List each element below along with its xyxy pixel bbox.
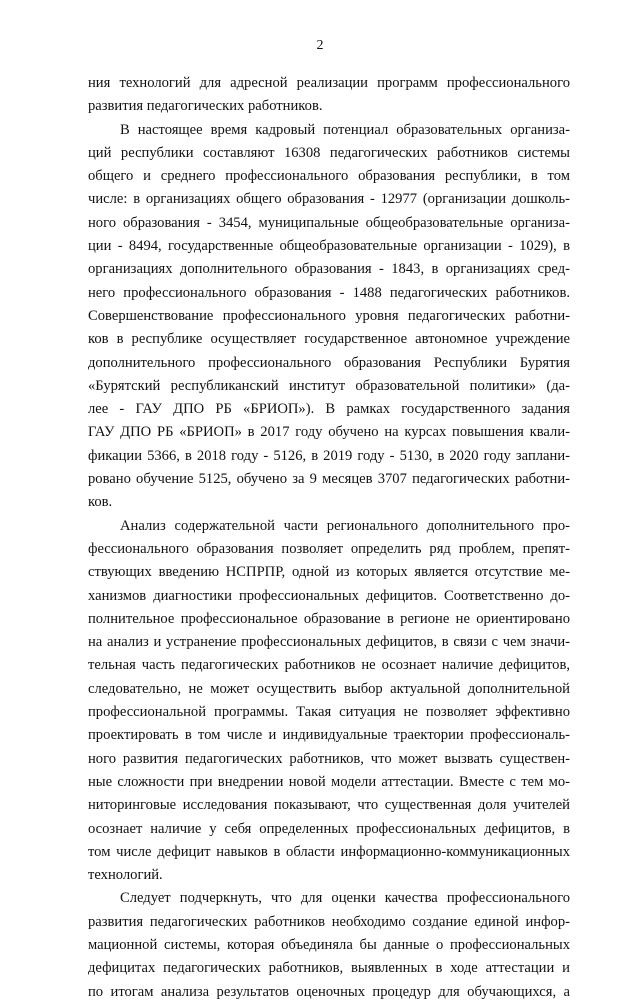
text-line: ханизмов диагностики профессиональных дефицитов. Соответственно до-: [88, 587, 570, 604]
text-line: развития педагогических работников необходимо создание единой инфор-: [88, 913, 570, 930]
text-line: мационной системы, которая объединяла бы данные о профессиональных: [88, 936, 570, 953]
text-line: по итогам анализа результатов оценочных процедур для обучающихся, а: [88, 983, 570, 1000]
text-line: дефицитах педагогических работников, выявленных в ходе аттестации и: [88, 960, 570, 977]
page-number: 2: [316, 38, 324, 53]
text-line: ные сложности при внедрении новой модели аттестации. Вместе с тем мо-: [88, 773, 570, 790]
text-line: дополнительного профессионального образования Республики Бурятия: [88, 354, 570, 371]
text-line: развития педагогических работников.: [88, 98, 323, 115]
text-line: проектировать в том числе и индивидуальные траектории профессиональ-: [88, 727, 570, 744]
text-line: осознает наличие у себя определенных профессиональных дефицитов, в: [88, 820, 570, 837]
text-line: общего и среднего профессионального образования республики, в том: [88, 168, 570, 185]
document-body: [88, 72, 570, 1004]
text-line: Следует подчеркнуть, что для оценки качества профессионального: [120, 890, 570, 907]
text-line: «Бурятский республиканский институт образовательной политики» (да-: [88, 377, 570, 394]
text-line: профессиональной программы. Такая ситуация не позволяет эффективно: [88, 704, 570, 721]
text-line: ков.: [88, 494, 113, 511]
text-line: ции - 8494, государственные общеобразовательные организации - 1029), в: [88, 238, 570, 255]
text-line: технологий.: [88, 867, 163, 884]
text-line: ровано обучение 5125, обучено за 9 месяцев 3707 педагогических работни-: [88, 471, 570, 488]
text-line: лее - ГАУ ДПО РБ «БРИОП»). В рамках государственного задания: [88, 401, 570, 418]
text-line: полнительное профессиональное образование в регионе не ориентировано: [88, 610, 570, 627]
text-line: Анализ содержательной части регионального дополнительного про-: [120, 517, 570, 534]
text-line: Совершенствование профессионального уровня педагогических работни-: [88, 307, 570, 324]
text-line: него профессионального образования - 1488 педагогических работников.: [88, 284, 570, 301]
text-line: на анализ и устранение профессиональных дефицитов, в связи с чем значи-: [88, 634, 570, 651]
text-line: тельная часть педагогических работников не осознает наличие дефицитов,: [88, 657, 570, 674]
text-line: ного образования - 3454, муниципальные общеобразовательные организа-: [88, 214, 570, 231]
text-line: ГАУ ДПО РБ «БРИОП» в 2017 году обучено на курсах повышения квали-: [88, 424, 570, 441]
text-line: фессионального образования позволяет определить ряд проблем, препят-: [88, 540, 570, 557]
text-line: том числе дефицит навыков в области информационно-коммуникационных: [88, 843, 570, 860]
text-line: ного развития педагогических работников, что может вызвать существен-: [88, 750, 570, 767]
text-line: ствующих введению НСПРПР, одной из которых является отсутствие ме-: [88, 564, 570, 581]
text-line: следовательно, не может осуществить выбор актуальной дополнительной: [88, 680, 570, 697]
text-line: числе: в организациях общего образования - 12977 (организации дошколь-: [88, 191, 570, 208]
text-line: В настоящее время кадровый потенциал образовательных организа-: [120, 121, 570, 138]
text-line: ков в республике осуществляет государственное автономное учреждение: [88, 331, 570, 348]
text-line: ций республики составляют 16308 педагогических работников системы: [88, 144, 570, 161]
text-line: ния технологий для адресной реализации программ профессионального: [88, 75, 570, 91]
text-line: фикации 5366, в 2018 году - 5126, в 2019 году - 5130, в 2020 году заплани-: [88, 447, 570, 464]
text-line: ниторинговые исследования показывают, что существенная доля учителей: [88, 797, 570, 814]
text-line: организациях дополнительного образования - 1843, в организациях сред-: [88, 261, 570, 278]
